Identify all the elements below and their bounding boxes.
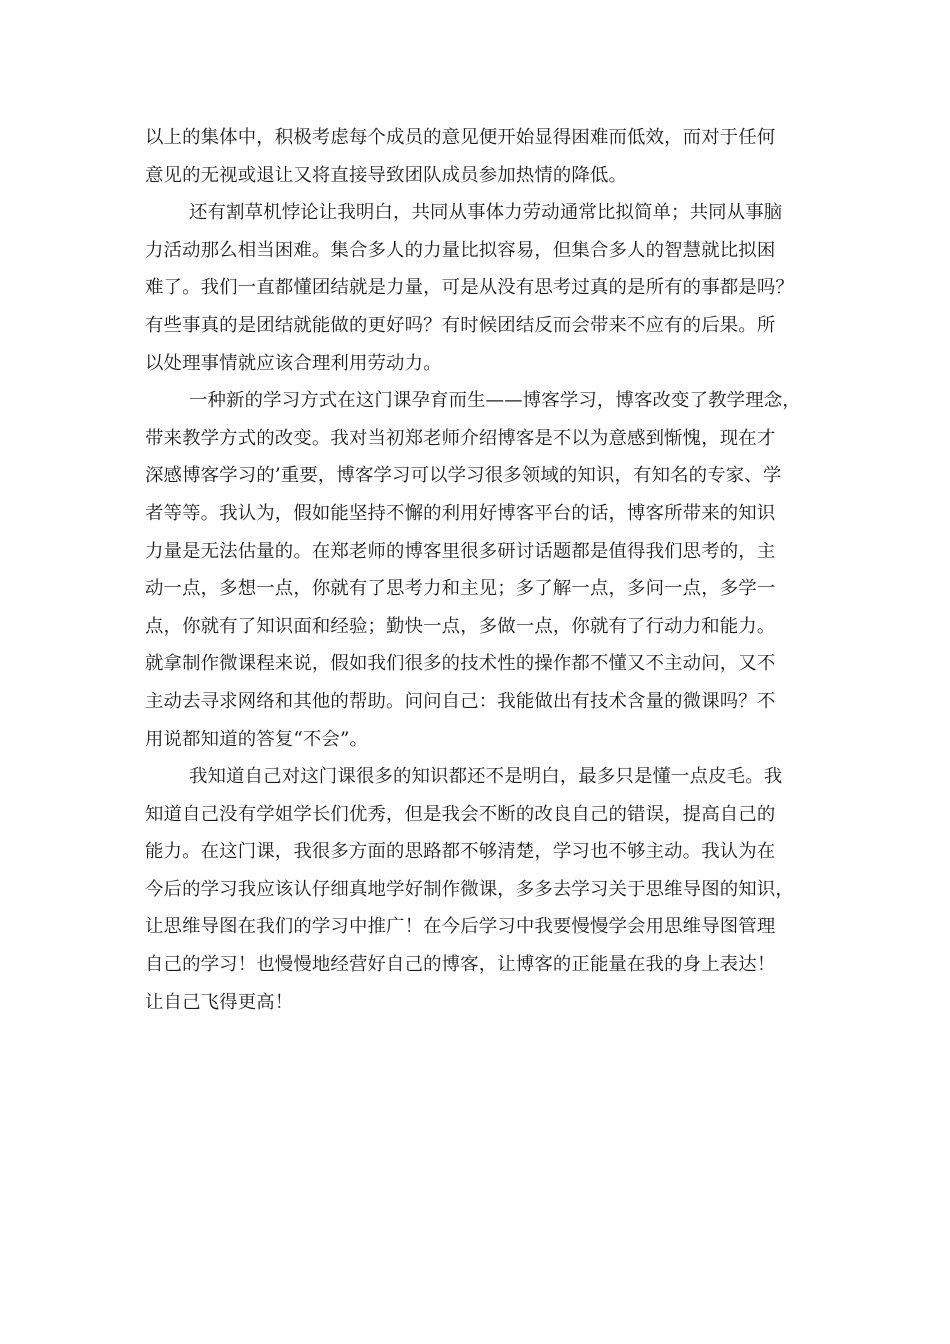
text-line: 力量是无法估量的。在郑老师的博客里很多研讨话题都是值得我们思考的，主 bbox=[145, 540, 776, 562]
text-line: 用说都知道的答复“不会”。 bbox=[145, 728, 369, 750]
text-line: 点，你就有了知识面和经验；勤快一点，多做一点，你就有了行动力和能力。 bbox=[145, 615, 776, 637]
text-line: 动一点，多想一点，你就有了思考力和主见；多了解一点，多问一点，多学一 bbox=[145, 578, 776, 600]
text-line: 难了。我们一直都懂团结就是力量，可是从没有思考过真的是所有的事都是吗？ bbox=[145, 277, 794, 299]
text-line: 力活动那么相当困难。集合多人的力量比拟容易，但集合多人的智慧就比拟困 bbox=[145, 239, 776, 261]
paragraph-first-line: 我知道自己对这门课很多的知识都还不是明白，最多只是懂一点皮毛。我 bbox=[189, 766, 783, 788]
text-line: 就拿制作微课程来说，假如我们很多的技术性的操作都不懂又不主动问，又不 bbox=[145, 653, 776, 675]
paragraph-first-line: 还有割草机悖论让我明白，共同从事体力劳动通常比拟简单；共同从事脑 bbox=[189, 202, 783, 224]
document-body bbox=[145, 119, 810, 1021]
text-line: 主动去寻求网络和其他的帮助。问问自己：我能做出有技术含量的微课吗？不 bbox=[145, 690, 776, 712]
text-line: 者等等。我认为，假如能坚持不懈的利用好博客平台的话，博客所带来的知识 bbox=[145, 502, 776, 524]
text-line: 让思维导图在我们的学习中推广！在今后学习中我要慢慢学会用思维导图管理 bbox=[145, 916, 776, 938]
text-line: 以上的集体中，积极考虑每个成员的意见便开始显得困难而低效，而对于任何 bbox=[145, 127, 776, 148]
text-line: 能力。在这门课，我很多方面的思路都不够清楚，学习也不够主动。我认为在 bbox=[145, 841, 776, 863]
text-line: 自己的学习！也慢慢地经营好自己的博客，让博客的正能量在我的身上表达！ bbox=[145, 954, 776, 976]
text-line: 以处理事情就应该合理利用劳动力。 bbox=[145, 352, 442, 374]
text-line: 带来教学方式的改变。我对当初郑老师介绍博客是不以为意感到惭愧，现在才 bbox=[145, 427, 776, 449]
text-line: 知道自己没有学姐学长们优秀，但是我会不断的改良自己的错误，提高自己的 bbox=[145, 803, 776, 825]
text-line: 意见的无视或退让又将直接导致团队成员参加热情的降低。 bbox=[145, 164, 628, 186]
paragraph-first-line: 一种新的学习方式在这门课孕育而生——博客学习，博客改变了教学理念， bbox=[189, 390, 801, 412]
text-line: 有些事真的是团结就能做的更好吗？有时候团结反而会带来不应有的后果。所 bbox=[145, 314, 776, 336]
text-line: 深感博客学习的’重要，博客学习可以学习很多领域的知识，有知名的专家、学 bbox=[145, 465, 782, 487]
text-line: 让自己飞得更高！ bbox=[145, 991, 294, 1013]
text-line: 今后的学习我应该认仔细真地学好制作微课，多多去学习关于思维导图的知识， bbox=[145, 878, 794, 900]
